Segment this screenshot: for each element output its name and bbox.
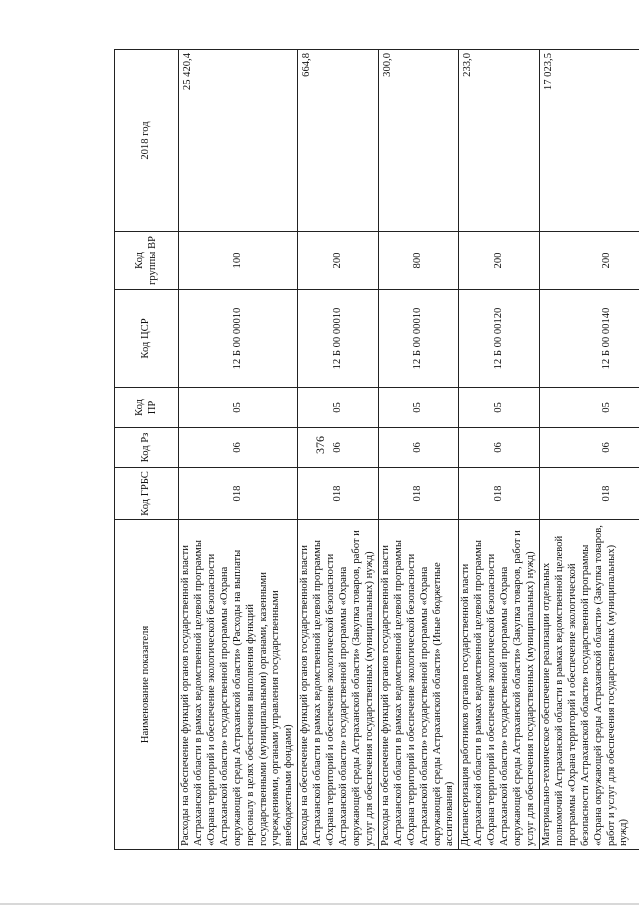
table-row <box>378 50 459 850</box>
row-name: Расходы на обеспечение функций органов государственной власти Астраханской области в рамках ведомственной целевой программы «Охрана территорий и обеспечение экологической безопасности Астраханской области» государственной программы «Охрана окружающей среды Астраханской области» (Иные бюджетные ассигнования) <box>378 520 459 850</box>
row-amount: 664,8 <box>298 50 379 232</box>
header-csr: Код ЦСР <box>115 290 179 388</box>
row-grbs: 018 <box>179 468 298 520</box>
row-csr: 12 Б 00 00140 <box>539 290 639 388</box>
row-rz: 06 <box>459 428 540 468</box>
row-pr: 05 <box>459 388 540 428</box>
row-amount: 300,0 <box>378 50 459 232</box>
row-grbs: 018 <box>459 468 540 520</box>
row-pr: 05 <box>179 388 298 428</box>
rotated-table-area <box>114 50 634 850</box>
row-pr: 05 <box>539 388 639 428</box>
header-rz: Код Рз <box>115 428 179 468</box>
row-grbs: 018 <box>539 468 639 520</box>
header-name: Наименование показателя <box>115 520 179 850</box>
row-vr: 200 <box>298 232 379 290</box>
row-amount: 17 023,5 <box>539 50 639 232</box>
row-amount: 25 420,4 <box>179 50 298 232</box>
header-year: 2018 год <box>115 50 179 232</box>
row-name: Расходы на обеспечение функций органов государственной власти Астраханской области в рамках ведомственной целевой программы «Охрана территорий и обеспечение экологической безопасности Астраханской области» государственной программы «Охрана окружающей среды Астраханской области» (Расходы на выплаты персоналу в целях обеспечения выполнения функций государственными (муниципальными) органами, казенными учреждениями, органами управления государственными внебюджетными фондами) <box>179 520 298 850</box>
row-rz: 06 <box>539 428 639 468</box>
row-csr: 12 Б 00 00010 <box>298 290 379 388</box>
row-name: Расходы на обеспечение функций органов государственной власти Астраханской области в рамках ведомственной целевой программы «Охрана территорий и обеспечение экологической безопасности Астраханской области» государственной программы «Охрана окружающей среды Астраханской области» (Закупка товаров, работ и услуг для обеспечения государственных (муниципальных) нужд) <box>298 520 379 850</box>
header-vr: Код группы ВР <box>115 232 179 290</box>
header-pr: Код ПР <box>115 388 179 428</box>
row-name: Диспансеризация работников органов государственной власти Астраханской области в рамках ведомственной целевой программы «Охрана территорий и обеспечение экологической безопасности Астраханской области» государственной программы «Охрана окружающей среды Астраханской области» (Закупка товаров, работ и услуг для обеспечения государственных (муниципальных) нужд) <box>459 520 540 850</box>
row-csr: 12 Б 00 00120 <box>459 290 540 388</box>
row-rz: 06 <box>298 428 379 468</box>
page-number: 376 <box>313 436 327 454</box>
row-pr: 05 <box>378 388 459 428</box>
row-grbs: 018 <box>298 468 379 520</box>
row-vr: 800 <box>378 232 459 290</box>
rotated-table-frame <box>114 50 634 850</box>
budget-table <box>114 49 639 850</box>
row-name: Материально-техническое обеспечение реализации отдельных полномочий Астраханской области в рамках ведомственной целевой программы «Охрана территорий и обеспечение экологической безопасности Астраханской области» государственной программы «Охрана окружающей среды Астраханской области» (Закупка товаров, работ и услуг для обеспечения государственных (муниципальных) нужд) <box>539 520 639 850</box>
table-row <box>298 50 379 850</box>
row-vr: 200 <box>539 232 639 290</box>
row-csr: 12 Б 00 00010 <box>378 290 459 388</box>
row-rz: 06 <box>179 428 298 468</box>
table-row <box>459 50 540 850</box>
table-row <box>539 50 639 850</box>
table-row <box>179 50 298 850</box>
row-grbs: 018 <box>378 468 459 520</box>
row-pr: 05 <box>298 388 379 428</box>
row-rz: 06 <box>378 428 459 468</box>
row-vr: 100 <box>179 232 298 290</box>
row-csr: 12 Б 00 00010 <box>179 290 298 388</box>
table-header-row <box>115 50 179 850</box>
header-grbs: Код ГРБС <box>115 468 179 520</box>
row-amount: 233,0 <box>459 50 540 232</box>
row-vr: 200 <box>459 232 540 290</box>
